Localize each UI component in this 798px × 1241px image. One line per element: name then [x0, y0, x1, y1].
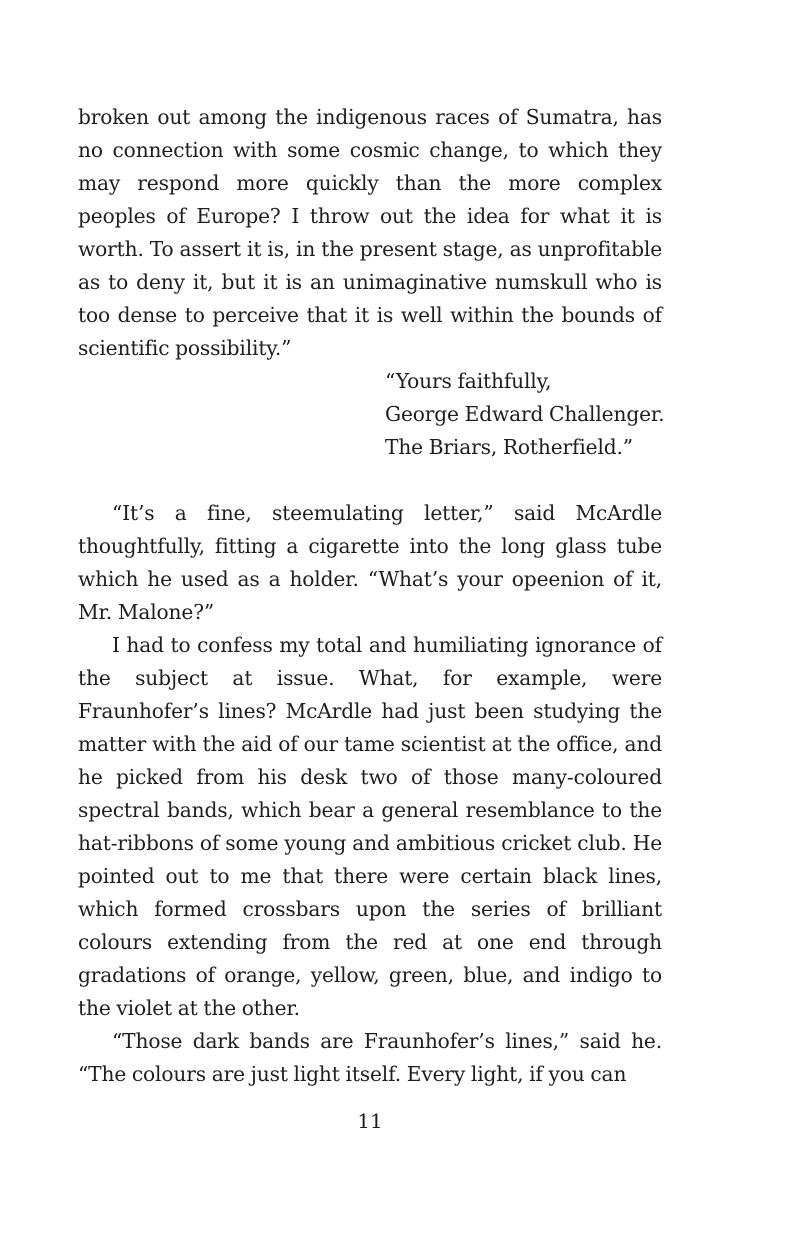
- paragraph-mcardle-comment: “It’s a fine, steemulating letter,” said McArdle thoughtfully, fitting a cigarette into the long glass tube which he used as a holder. “What’s your opeenion of it, Mr. Malone?”: [78, 501, 662, 624]
- paragraph-confession: I had to confess my total and humiliating ignorance of the subject at issue. What, for example, were Fraunhofer’s lines? McArdle had just been studying the matter with the aid of our tame scientist at the office, and he picked from his desk two of those many-coloured spectral bands, which bear a general resemblance to the hat-ribbons of some young and ambitious cricket club. He pointed out to me that there were certain black lines, which formed crossbars upon the series of brilliant colours extending from the red at one end through gradations of orange, yellow, green, blue, and indigo to the violet at the other.: [78, 633, 662, 1020]
- signature-closing: “Yours faithfully,: [385, 369, 552, 393]
- signature-address: The Briars, Rotherfield.”: [385, 435, 633, 459]
- section-gap: [78, 464, 662, 497]
- paragraph-fraunhofer-lines: “Those dark bands are Fraunhofer’s lines,” said he. “The colours are just light itself. Every light, if you can: [78, 1029, 662, 1086]
- page-body: [78, 101, 665, 1091]
- paragraph-letter-end: broken out among the indigenous races of Sumatra, has no connection with some cosmic change, to which they may respond more quickly than the more complex peoples of Europe? I throw out the idea for what it is worth. To assert it is, in the present stage, as unprofitable as to deny it, but it is an unimaginative numskull who is too dense to perceive that it is well within the bounds of scientific possibility.”: [78, 105, 662, 360]
- page-number: 11: [357, 1109, 383, 1133]
- signature-name: George Edward Challenger.: [385, 402, 665, 426]
- letter-signature: [385, 365, 665, 464]
